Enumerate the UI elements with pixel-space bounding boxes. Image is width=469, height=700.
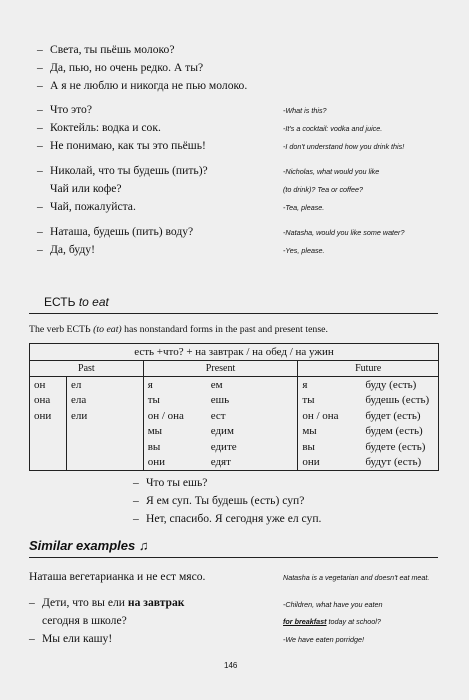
dialog-line: – А я не люблю и никогда не пью молоко. bbox=[37, 79, 248, 92]
dialog-line: – Коктейль: водка и сок. bbox=[37, 121, 161, 134]
table-cell: мы bbox=[298, 424, 362, 440]
table-cell: едим bbox=[207, 424, 298, 440]
table-cell: будем (есть) bbox=[361, 424, 438, 440]
table-cell: они bbox=[298, 455, 362, 471]
dialog-line: – Мы ели кашу! bbox=[29, 632, 113, 645]
table-cell: она bbox=[30, 393, 67, 409]
table-cell: будет (есть) bbox=[361, 408, 438, 424]
table-cell: я bbox=[298, 377, 362, 393]
table-cell: ты bbox=[143, 393, 207, 409]
section-divider bbox=[29, 313, 438, 314]
header-past: Past bbox=[30, 360, 144, 377]
table-cell: ты bbox=[298, 393, 362, 409]
translation-line: -We have eaten porridge! bbox=[283, 635, 364, 644]
section-heading: ЕСТЬ to eat bbox=[44, 295, 109, 309]
table-cell: ем bbox=[207, 377, 298, 393]
dialog-line: – Наташа, будешь (пить) воду? bbox=[37, 225, 194, 238]
conjugation-table bbox=[29, 343, 439, 471]
translation-line: -Yes, please. bbox=[283, 246, 325, 255]
table-cell: они bbox=[30, 408, 67, 424]
dialog-line: – Что ты ешь? bbox=[133, 476, 208, 489]
table-cell: он / она bbox=[143, 408, 207, 424]
table-cell: ест bbox=[207, 408, 298, 424]
table-cell: буду (есть) bbox=[361, 377, 438, 393]
intro-text: The verb ЕСТЬ (to eat) has nonstandard forms in the past and present tense. bbox=[29, 324, 328, 335]
music-note-icon: ♫ bbox=[138, 538, 149, 553]
table-cell: едите bbox=[207, 439, 298, 455]
dialog-line: – Николай, что ты будешь (пить)? bbox=[37, 164, 208, 177]
table-cell bbox=[67, 424, 144, 440]
translation-line: -It's a cocktail: vodka and juice. bbox=[283, 124, 383, 133]
table-cell: будешь (есть) bbox=[361, 393, 438, 409]
table-cell: вы bbox=[143, 439, 207, 455]
table-cell: он bbox=[30, 377, 67, 393]
table-cell: ела bbox=[67, 393, 144, 409]
translation-line: -Tea, please. bbox=[283, 203, 325, 212]
table-cell: вы bbox=[298, 439, 362, 455]
table-cell bbox=[30, 455, 67, 471]
table-cell: будут (есть) bbox=[361, 455, 438, 471]
table-cell: мы bbox=[143, 424, 207, 440]
header-present: Present bbox=[143, 360, 298, 377]
table-cell: ешь bbox=[207, 393, 298, 409]
dialog-line: – Не понимаю, как ты это пьёшь! bbox=[37, 139, 206, 152]
section-heading: Similar examples ♫ bbox=[29, 538, 149, 553]
table-cell bbox=[30, 439, 67, 455]
dialog-line: – Что это? bbox=[37, 103, 92, 116]
translation-line: -Children, what have you eaten bbox=[283, 600, 383, 609]
dialog-line: – Дети, что вы ели на завтрак bbox=[29, 596, 185, 609]
translation-line: (to drink)? Tea or coffee? bbox=[283, 185, 364, 194]
dialog-line: сегодня в школе? bbox=[42, 614, 127, 627]
translation-line: -Nicholas, what would you like bbox=[283, 167, 380, 176]
dialog-line: – Да, пью, но очень редко. А ты? bbox=[37, 61, 204, 74]
header-future: Future bbox=[298, 360, 439, 377]
translation-line: -What is this? bbox=[283, 106, 327, 115]
translation-line: -Natasha, would you like some water? bbox=[283, 228, 405, 237]
table-cell: ел bbox=[67, 377, 144, 393]
table-cell: они bbox=[143, 455, 207, 471]
example-sentence: Наташа вегетарианка и не ест мясо. bbox=[29, 570, 206, 583]
translation-line: Natasha is a vegetarian and doesn't eat meat. bbox=[283, 573, 430, 582]
table-caption: есть +что? + на завтрак / на обед / на ужин bbox=[30, 344, 439, 361]
table-cell: я bbox=[143, 377, 207, 393]
translation-line: -I don't understand how you drink this! bbox=[283, 142, 405, 151]
table-cell: будете (есть) bbox=[361, 439, 438, 455]
page-number: 146 bbox=[224, 661, 238, 670]
dialog-line: – Света, ты пьёшь молоко? bbox=[37, 43, 175, 56]
table-cell: ели bbox=[67, 408, 144, 424]
table-cell bbox=[30, 424, 67, 440]
table-cell bbox=[67, 455, 144, 471]
translation-line: for breakfast today at school? bbox=[283, 617, 381, 626]
table-cell: едят bbox=[207, 455, 298, 471]
dialog-line: – Я ем суп. Ты будешь (есть) суп? bbox=[133, 494, 305, 507]
table-cell: он / она bbox=[298, 408, 362, 424]
table-cell bbox=[67, 439, 144, 455]
dialog-line: – Нет, спасибо. Я сегодня уже ел суп. bbox=[133, 512, 322, 525]
dialog-line: Чай или кофе? bbox=[50, 182, 122, 195]
section-divider bbox=[29, 557, 438, 558]
dialog-line: – Да, буду! bbox=[37, 243, 95, 256]
dialog-line: – Чай, пожалуйста. bbox=[37, 200, 136, 213]
